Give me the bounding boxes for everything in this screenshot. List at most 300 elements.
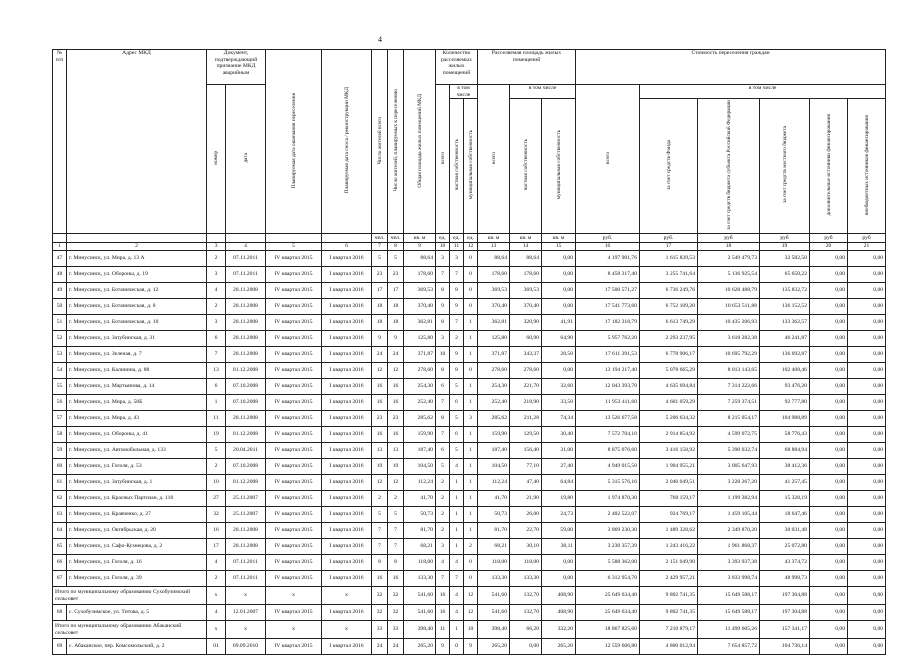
table-cell: 47,40 bbox=[510, 475, 542, 491]
address-cell: г. Минусинск, ул. Обороны, д. 41 bbox=[67, 427, 207, 443]
table-cell: 371,87 bbox=[478, 347, 510, 363]
table-cell: 28.11.2008 bbox=[226, 347, 266, 363]
table-cell: 10 653 511,88 bbox=[698, 299, 760, 315]
table-cell: 3 393 937,38 bbox=[698, 555, 760, 571]
address-cell: г. Минусинск, ул. Кравченко, д. 27 bbox=[67, 507, 207, 523]
table-cell: 1 bbox=[464, 507, 478, 523]
table-cell: 0 bbox=[450, 639, 464, 655]
table-cell: 3 bbox=[207, 267, 226, 283]
table-cell: 18 647,46 bbox=[760, 507, 810, 523]
table-cell: 0,00 bbox=[810, 639, 848, 655]
table-cell: 371,87 bbox=[404, 347, 436, 363]
table-cell: 7 bbox=[388, 523, 404, 539]
table-cell: 5 bbox=[450, 379, 464, 395]
table-cell: 129,50 bbox=[510, 427, 542, 443]
table-row bbox=[53, 411, 886, 427]
table-cell: 1 961 868,37 bbox=[698, 539, 760, 555]
table-cell: 0,00 bbox=[810, 411, 848, 427]
header-planned-demolition: Планируемая дата сноса / реконструкции МКД bbox=[322, 50, 372, 234]
table-cell: 320,90 bbox=[510, 315, 542, 331]
header-planned-resettlement: Планируемая дата окончания переселения bbox=[266, 50, 322, 234]
table-cell: 2 402 522,07 bbox=[576, 507, 640, 523]
address-cell: г. Минусинск, ул. Гоголя, д. 39 bbox=[67, 571, 207, 587]
table-cell: 1 bbox=[464, 379, 478, 395]
table-cell: IV квартал 2015 bbox=[266, 379, 322, 395]
table-cell: 211,28 bbox=[510, 411, 542, 427]
table-cell: 13 bbox=[372, 443, 388, 459]
table-cell: 0,00 bbox=[848, 507, 886, 523]
table-cell: 11 bbox=[436, 621, 450, 639]
address-cell: г. Минусинск, ул. Сафо-Кузнецова, д. 2 bbox=[67, 539, 207, 555]
table-cell: 0,00 bbox=[810, 443, 848, 459]
row-number: 66 bbox=[53, 555, 67, 571]
table-cell: 25 649 634,40 bbox=[576, 587, 640, 605]
address-cell: г. Минусинск, ул. Октябрьская, д. 20 bbox=[67, 523, 207, 539]
row-number: 59 bbox=[53, 443, 67, 459]
table-cell: 8 458 317,40 bbox=[576, 267, 640, 283]
table-cell: 133,30 bbox=[404, 571, 436, 587]
row-number: 64 bbox=[53, 523, 67, 539]
col-number-cell-2: 2 bbox=[67, 243, 207, 251]
table-cell: 3 869 230,30 bbox=[576, 523, 640, 539]
header-cost-incl: в том числе bbox=[640, 85, 886, 99]
row-number: 48 bbox=[53, 267, 67, 283]
table-cell: 2 bbox=[436, 507, 450, 523]
table-cell: 19,80 bbox=[542, 491, 576, 507]
table-cell: 133,30 bbox=[478, 571, 510, 587]
table-cell: 30 031,48 bbox=[760, 523, 810, 539]
table-cell: 32 582,50 bbox=[760, 251, 810, 267]
table-cell: I квартал 2016 bbox=[322, 283, 372, 299]
table-cell: 0,00 bbox=[848, 459, 886, 475]
table-cell: 17 500 571,27 bbox=[576, 283, 640, 299]
table-cell: 5 bbox=[388, 251, 404, 267]
table-cell: 5 315 576,16 bbox=[576, 475, 640, 491]
table-cell: 22,70 bbox=[510, 523, 542, 539]
table-cell: 28.11.2008 bbox=[226, 283, 266, 299]
table-cell: 332,20 bbox=[542, 621, 576, 639]
col-number-cell-15: 15 bbox=[542, 243, 576, 251]
table-cell: 4 bbox=[207, 555, 226, 571]
table-cell: 46 241,87 bbox=[760, 331, 810, 347]
table-cell: 74,34 bbox=[542, 411, 576, 427]
col-number-cell-1: 1 bbox=[53, 243, 67, 251]
table-cell: 1 bbox=[464, 459, 478, 475]
table-cell: 50,73 bbox=[478, 507, 510, 523]
table-cell: 118,00 bbox=[510, 555, 542, 571]
table-cell: 11 953 411,60 bbox=[576, 395, 640, 411]
table-cell: 118,00 bbox=[404, 555, 436, 571]
table-row bbox=[53, 427, 886, 443]
table-cell: 2 bbox=[450, 331, 464, 347]
table-cell: 285,62 bbox=[404, 411, 436, 427]
header-cost-local: за счет средств местного бюджета bbox=[760, 99, 810, 234]
table-cell: 104 736,14 bbox=[760, 639, 810, 655]
table-cell: 07.10.2008 bbox=[226, 395, 266, 411]
table-cell: I квартал 2016 bbox=[322, 639, 372, 655]
row-number: 53 bbox=[53, 347, 67, 363]
header-rooms-private: частная собственность bbox=[450, 99, 464, 234]
table-cell: 6 312 954,70 bbox=[576, 571, 640, 587]
table-row bbox=[53, 443, 886, 459]
table-cell: 18 bbox=[388, 315, 404, 331]
table-cell: 0,00 bbox=[848, 605, 886, 621]
table-cell: I квартал 2016 bbox=[322, 459, 372, 475]
table-cell: 112,24 bbox=[404, 475, 436, 491]
row-number: 51 bbox=[53, 315, 67, 331]
table-cell: 0,00 bbox=[848, 299, 886, 315]
row-number: 68 bbox=[53, 605, 67, 621]
table-cell: 156,40 bbox=[510, 443, 542, 459]
table-cell: 25.11.2007 bbox=[226, 491, 266, 507]
subtotal-row bbox=[53, 621, 886, 639]
table-cell: 133,30 bbox=[510, 571, 542, 587]
table-cell: 15 649 588,17 bbox=[698, 587, 760, 605]
table-cell: 5 bbox=[436, 459, 450, 475]
table-cell: 9 bbox=[464, 639, 478, 655]
col-number-cell-9: 9 bbox=[404, 243, 436, 251]
table-cell: 18 867 825,60 bbox=[576, 621, 640, 639]
header-rooms-group: Количество расселяемых жилых помещений bbox=[436, 50, 478, 85]
table-cell: 7 210 879,17 bbox=[640, 621, 698, 639]
table-cell: I квартал 2016 bbox=[322, 475, 372, 491]
table-cell: 0,00 bbox=[810, 251, 848, 267]
table-cell: 7 314 222,66 bbox=[698, 379, 760, 395]
table-cell: 07.11.2011 bbox=[226, 555, 266, 571]
table-cell: 5 206 634,32 bbox=[640, 411, 698, 427]
header-area-municipal: муниципальная собственность bbox=[542, 99, 576, 234]
table-cell: 0,00 bbox=[848, 379, 886, 395]
table-cell: 28,50 bbox=[542, 347, 576, 363]
table-cell: IV квартал 2015 bbox=[266, 267, 322, 283]
table-cell: 12 bbox=[464, 605, 478, 621]
table-cell: IV квартал 2015 bbox=[266, 555, 322, 571]
table-cell: IV квартал 2015 bbox=[266, 523, 322, 539]
table-cell: 16 bbox=[388, 395, 404, 411]
unit-cell-10: ед. bbox=[436, 234, 450, 243]
table-cell: 102 408,46 bbox=[760, 363, 810, 379]
header-area-total: всего bbox=[478, 85, 510, 234]
table-cell: 3 618 282,38 bbox=[698, 331, 760, 347]
header-area-private: частная собственность bbox=[510, 99, 542, 234]
col-number-cell-6: 6 bbox=[322, 243, 372, 251]
table-cell: 59,00 bbox=[542, 523, 576, 539]
header-total-area: Общая площадь жилых помещений МКД bbox=[404, 50, 436, 234]
table-cell: 33 bbox=[372, 621, 388, 639]
table-cell: 0,00 bbox=[848, 475, 886, 491]
table-cell: 159,90 bbox=[478, 427, 510, 443]
col-number-cell-4: 4 bbox=[226, 243, 266, 251]
table-cell: 1 243 416,22 bbox=[640, 539, 698, 555]
table-cell: 24 bbox=[388, 639, 404, 655]
table-cell: 1 bbox=[450, 523, 464, 539]
row-number: 49 bbox=[53, 283, 67, 299]
table-cell: 362,81 bbox=[478, 315, 510, 331]
table-cell: 1 199 382,94 bbox=[698, 491, 760, 507]
table-cell: 0,00 bbox=[810, 315, 848, 331]
table-cell: 7 259 374,51 bbox=[698, 395, 760, 411]
table-cell: 3 416 158,92 bbox=[640, 443, 698, 459]
table-cell: 1 bbox=[464, 443, 478, 459]
table-cell: 0,00 bbox=[848, 315, 886, 331]
table-row bbox=[53, 379, 886, 395]
table-cell: 16 bbox=[372, 395, 388, 411]
table-cell: I квартал 2016 bbox=[322, 605, 372, 621]
table-cell: 5 588 362,00 bbox=[576, 555, 640, 571]
table-cell: 343,37 bbox=[510, 347, 542, 363]
table-cell: 541,60 bbox=[404, 587, 436, 605]
table-cell: x bbox=[207, 621, 226, 639]
table-cell: 88,64 bbox=[478, 251, 510, 267]
table-cell: 369,53 bbox=[510, 283, 542, 299]
table-cell: 0,00 bbox=[848, 267, 886, 283]
table-row bbox=[53, 639, 886, 655]
table-cell: I квартал 2016 bbox=[322, 571, 372, 587]
table-cell: 4 800 012,94 bbox=[640, 639, 698, 655]
table-cell: 0,00 bbox=[542, 251, 576, 267]
table-cell: 12 bbox=[388, 363, 404, 379]
table-cell: IV квартал 2015 bbox=[266, 475, 322, 491]
address-cell: г. Минусинск, ул. Затубинская, д. 1 bbox=[67, 475, 207, 491]
address-cell: г. Минусинск, ул. Калинина, д. 88 bbox=[67, 363, 207, 379]
table-cell: IV квартал 2015 bbox=[266, 605, 322, 621]
header-cost-off-budget: внебюджетных источников финансирования bbox=[848, 99, 886, 234]
table-cell: 0,00 bbox=[848, 347, 886, 363]
unit-cell-4 bbox=[226, 234, 266, 243]
table-cell: 28.11.2008 bbox=[226, 315, 266, 331]
header-cost-regional: за счет средств бюджета субъекта Российской Федерации bbox=[698, 99, 760, 234]
table-cell: 1 bbox=[464, 347, 478, 363]
table-cell: 4 949 015,50 bbox=[576, 459, 640, 475]
table-cell: 2 bbox=[436, 475, 450, 491]
table-cell: 92 777,80 bbox=[760, 395, 810, 411]
table-cell: IV квартал 2015 bbox=[266, 507, 322, 523]
table-cell: 81,70 bbox=[478, 523, 510, 539]
table-cell: I квартал 2016 bbox=[322, 491, 372, 507]
table-cell: 5 bbox=[450, 411, 464, 427]
table-cell: 13 526 677,58 bbox=[576, 411, 640, 427]
header-cost-group: Стоимость переселения граждан bbox=[576, 50, 886, 85]
table-cell: 398,40 bbox=[478, 621, 510, 639]
table-cell: 6 613 749,29 bbox=[640, 315, 698, 331]
table-cell: 30,40 bbox=[542, 427, 576, 443]
table-cell: 68 884,94 bbox=[760, 443, 810, 459]
table-cell: IV квартал 2015 bbox=[266, 539, 322, 555]
table-cell: I квартал 2016 bbox=[322, 379, 372, 395]
header-residents: Число жителей всего bbox=[372, 50, 388, 234]
table-cell: 135 832,72 bbox=[760, 283, 810, 299]
table-cell: 0,00 bbox=[810, 347, 848, 363]
table-cell: IV квартал 2015 bbox=[266, 395, 322, 411]
unit-cell-8: чел. bbox=[388, 234, 404, 243]
subtotal-label: Итого по муниципальному образованию Сухобузимский сельсовет bbox=[53, 587, 207, 605]
table-cell: 11 bbox=[207, 411, 226, 427]
table-cell: 24 bbox=[388, 347, 404, 363]
table-cell: 38,11 bbox=[542, 539, 576, 555]
table-row bbox=[53, 299, 886, 315]
unit-cell-20: руб bbox=[810, 234, 848, 243]
table-cell: 2 bbox=[207, 571, 226, 587]
table-cell: 1 bbox=[450, 475, 464, 491]
table-cell: 7 bbox=[372, 539, 388, 555]
table-cell: 178,60 bbox=[404, 267, 436, 283]
table-cell: 6 bbox=[450, 427, 464, 443]
table-cell: 7 bbox=[372, 523, 388, 539]
table-cell: 3 bbox=[207, 315, 226, 331]
table-cell: 370,40 bbox=[404, 299, 436, 315]
table-cell: 2 bbox=[464, 539, 478, 555]
table-cell: 68,21 bbox=[404, 539, 436, 555]
table-cell: 18 bbox=[372, 315, 388, 331]
table-cell: 9 bbox=[372, 331, 388, 347]
table-row bbox=[53, 331, 886, 347]
table-cell: x bbox=[322, 587, 372, 605]
table-cell: 9 802 741,35 bbox=[640, 605, 698, 621]
header-area-incl: в том числе bbox=[510, 85, 576, 99]
table-cell: 0,00 bbox=[510, 639, 542, 655]
table-cell: 0,00 bbox=[810, 539, 848, 555]
table-cell: 1 bbox=[464, 315, 478, 331]
table-cell: 3 bbox=[464, 411, 478, 427]
table-cell: I квартал 2016 bbox=[322, 427, 372, 443]
address-cell: г. Минусинск, ул. Ботаническая, д. 10 bbox=[67, 315, 207, 331]
table-cell: 18 bbox=[388, 299, 404, 315]
table-cell: 9 802 741,35 bbox=[640, 587, 698, 605]
table-cell: 6 778 906,17 bbox=[640, 347, 698, 363]
table-cell: 0 bbox=[464, 571, 478, 587]
table-cell: 4 635 694,84 bbox=[640, 379, 698, 395]
table-cell: 16 bbox=[372, 427, 388, 443]
table-cell: 8 215 054,17 bbox=[698, 411, 760, 427]
table-cell: 0,00 bbox=[848, 539, 886, 555]
table-cell: 50,73 bbox=[404, 507, 436, 523]
table-row bbox=[53, 475, 886, 491]
table-cell: 17 bbox=[372, 283, 388, 299]
unit-cell-14: кв. м bbox=[510, 234, 542, 243]
table-cell: 26,00 bbox=[510, 507, 542, 523]
header-area-group: Расселяемая площадь жилых помещений bbox=[478, 50, 576, 85]
column-numbers-row bbox=[53, 243, 886, 251]
table-cell: x bbox=[207, 587, 226, 605]
table-cell: 7 bbox=[436, 267, 450, 283]
table-cell: 408,90 bbox=[542, 587, 576, 605]
table-cell: I квартал 2016 bbox=[322, 555, 372, 571]
table-cell: I квартал 2016 bbox=[322, 411, 372, 427]
resettlement-table bbox=[52, 49, 886, 655]
page-number: 4 bbox=[378, 35, 382, 44]
table-cell: IV квартал 2015 bbox=[266, 283, 322, 299]
table-cell: 0,00 bbox=[810, 427, 848, 443]
header-cost-fund: за счет средств Фонда bbox=[640, 99, 698, 234]
table-cell: 32 bbox=[207, 507, 226, 523]
address-cell: г. Минусинск, ул. Ботаническая, д. 12 bbox=[67, 283, 207, 299]
table-cell: 28.11.2008 bbox=[226, 331, 266, 347]
table-cell: 2 bbox=[207, 251, 226, 267]
table-cell: 104 988,89 bbox=[760, 411, 810, 427]
table-cell: 0,00 bbox=[848, 571, 886, 587]
table-cell: 28.11.2008 bbox=[226, 411, 266, 427]
table-cell: 6 bbox=[450, 395, 464, 411]
table-cell: 10 695 792,29 bbox=[698, 347, 760, 363]
table-cell: 6 736 249,76 bbox=[640, 283, 698, 299]
address-cell: г. Минусинск, ул. Ботаническая, д. 8 bbox=[67, 299, 207, 315]
table-cell: 265,20 bbox=[404, 639, 436, 655]
table-cell: 7 bbox=[436, 427, 450, 443]
table-cell: 21,90 bbox=[510, 491, 542, 507]
table-cell: 0,00 bbox=[848, 251, 886, 267]
table-cell: IV квартал 2015 bbox=[266, 411, 322, 427]
address-cell: г. Минусинск, ул. Обороны, д. 19 bbox=[67, 267, 207, 283]
table-cell: 4 601 059,29 bbox=[640, 395, 698, 411]
table-cell: 6 bbox=[436, 379, 450, 395]
table-cell: 88,64 bbox=[404, 251, 436, 267]
table-cell: 07.11.2011 bbox=[226, 251, 266, 267]
table-cell: 2 293 237,95 bbox=[640, 331, 698, 347]
unit-cell-1 bbox=[53, 234, 67, 243]
table-cell: 541,60 bbox=[478, 587, 510, 605]
units-row bbox=[53, 234, 886, 243]
table-cell: 8 bbox=[450, 363, 464, 379]
table-cell: 0,00 bbox=[810, 267, 848, 283]
table-cell: 41 257,45 bbox=[760, 475, 810, 491]
table-cell: 8 013 143,65 bbox=[698, 363, 760, 379]
table-cell: 19 bbox=[207, 427, 226, 443]
table-cell: 0 bbox=[464, 283, 478, 299]
address-cell: г. Минусинск, ул. Мартьянова, д. 14 bbox=[67, 379, 207, 395]
table-cell: 0,00 bbox=[848, 621, 886, 639]
table-cell: 43 374,72 bbox=[760, 555, 810, 571]
table-cell: 3 bbox=[436, 251, 450, 267]
table-cell: 0,00 bbox=[848, 395, 886, 411]
unit-cell-12: ед. bbox=[464, 234, 478, 243]
address-cell: г. Минусинск, ул. Мира, д. 13 А bbox=[67, 251, 207, 267]
table-cell: 12 bbox=[388, 475, 404, 491]
table-cell: 24 bbox=[372, 347, 388, 363]
table-cell: x bbox=[226, 621, 266, 639]
address-cell: г. Минусинск, ул. Мира, д. 43 bbox=[67, 411, 207, 427]
table-cell: 9 bbox=[436, 299, 450, 315]
header-rooms-municipal: муниципальная собственность bbox=[464, 99, 478, 234]
table-cell: 01.12.2008 bbox=[226, 475, 266, 491]
table-cell: 1 bbox=[464, 491, 478, 507]
table-cell: 0,00 bbox=[810, 395, 848, 411]
table-cell: 4 599 072,75 bbox=[698, 427, 760, 443]
table-cell: 2 914 854,92 bbox=[640, 427, 698, 443]
unit-cell-21: руб bbox=[848, 234, 886, 243]
table-cell: 13 194 217,40 bbox=[576, 363, 640, 379]
table-cell: 132,70 bbox=[510, 605, 542, 621]
col-number-cell-3: 3 bbox=[207, 243, 226, 251]
table-cell: 1 bbox=[464, 395, 478, 411]
table-cell: 17 bbox=[388, 283, 404, 299]
header-doc-date: дата bbox=[226, 85, 266, 234]
table-row bbox=[53, 555, 886, 571]
subtotal-row bbox=[53, 587, 886, 605]
table-cell: 0 bbox=[464, 299, 478, 315]
table-cell: I квартал 2016 bbox=[322, 299, 372, 315]
table-cell: 0,00 bbox=[810, 363, 848, 379]
table-cell: 5 bbox=[372, 251, 388, 267]
unit-cell-9: кв. м bbox=[404, 234, 436, 243]
table-cell: 8 bbox=[436, 411, 450, 427]
col-number-cell-19: 19 bbox=[760, 243, 810, 251]
table-cell: 6 752 109,20 bbox=[640, 299, 698, 315]
table-cell: 41,70 bbox=[404, 491, 436, 507]
table-cell: IV квартал 2015 bbox=[266, 363, 322, 379]
table-cell: I квартал 2016 bbox=[322, 507, 372, 523]
table-cell: 0,00 bbox=[810, 523, 848, 539]
table-cell: 23 bbox=[372, 267, 388, 283]
